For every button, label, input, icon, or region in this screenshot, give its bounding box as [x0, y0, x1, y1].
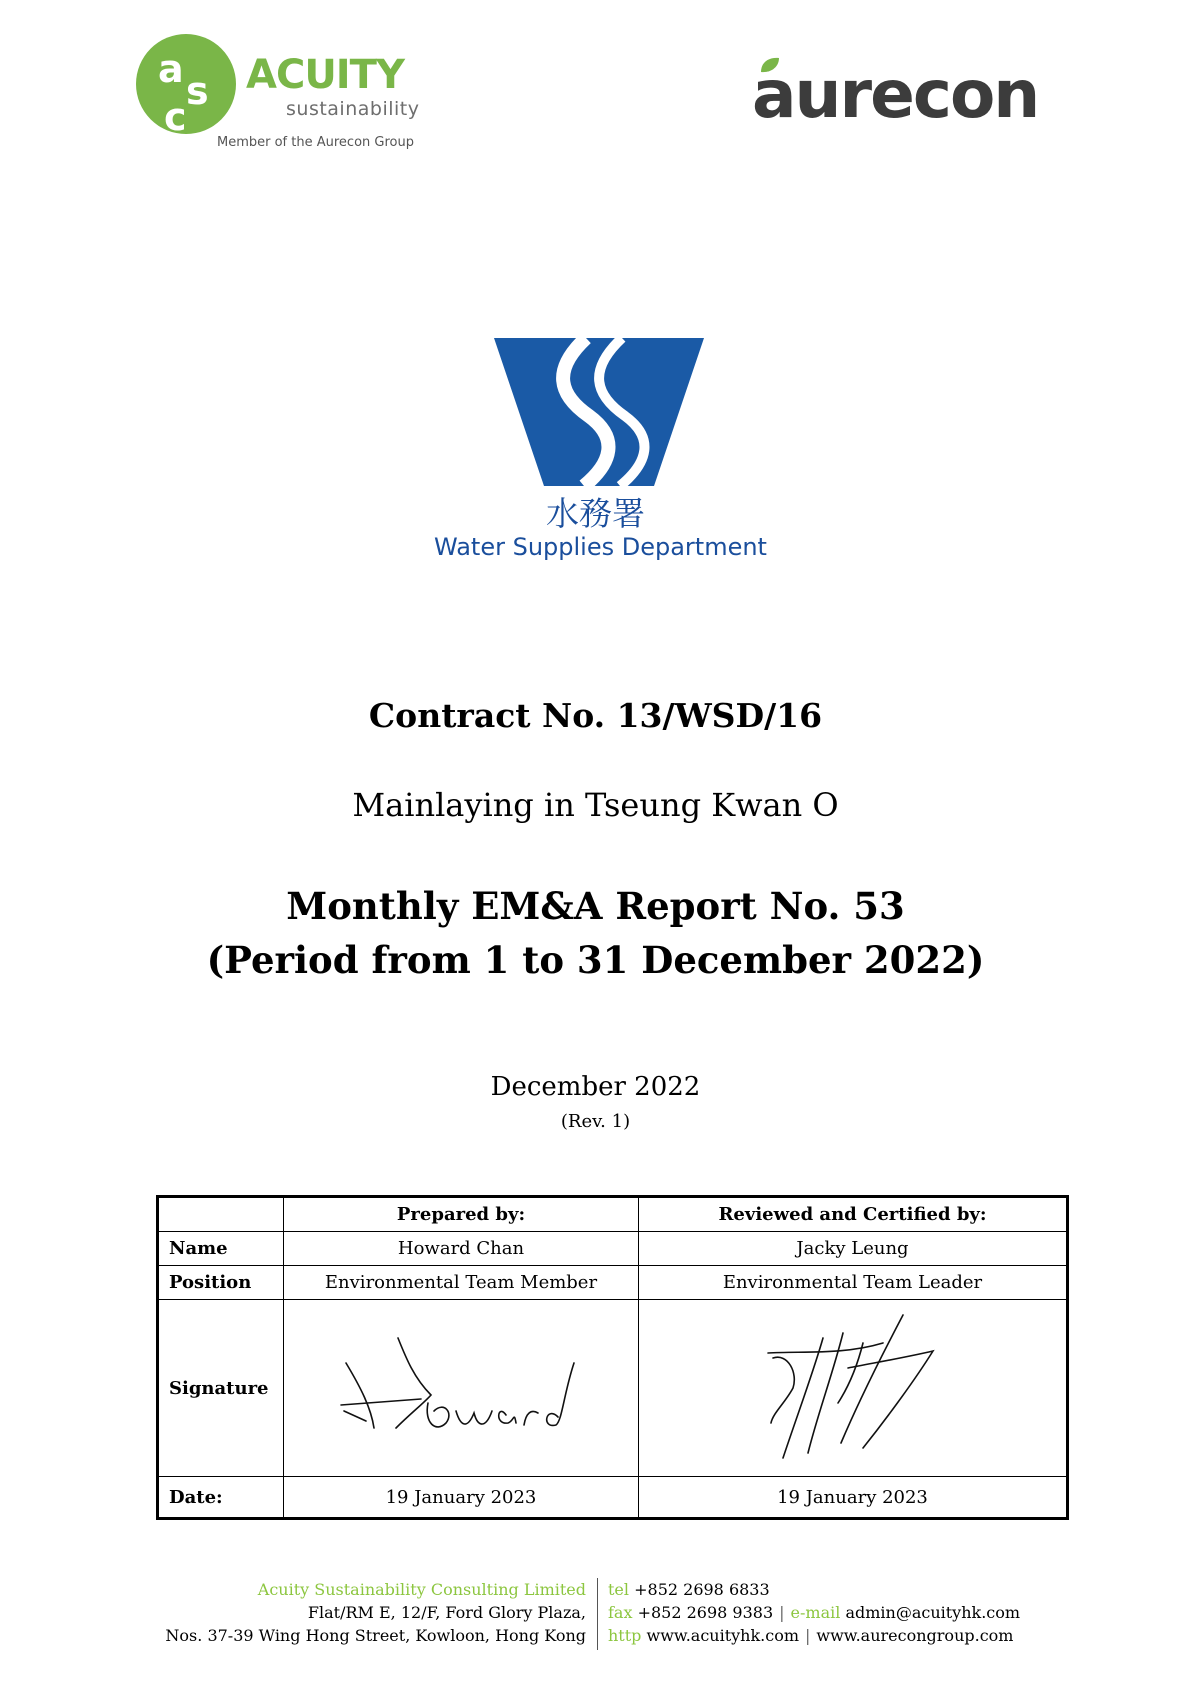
footer-fax-line — [608, 1601, 1020, 1624]
table-header-row — [158, 1197, 1068, 1232]
footer-tel-line — [608, 1578, 1020, 1601]
contract-number: Contract No. 13/WSD/16 — [368, 696, 823, 735]
table-row-name — [158, 1232, 1068, 1266]
acuity-wordmark: ACUITY — [246, 52, 404, 98]
header-empty-cell — [158, 1197, 284, 1232]
table-row-position — [158, 1266, 1068, 1300]
reviewer-name: Jacky Leung — [639, 1232, 1068, 1266]
preparer-position: Environmental Team Member — [284, 1266, 639, 1300]
separator: | — [779, 1603, 785, 1622]
handwritten-signature-jacky — [763, 1313, 943, 1463]
handwritten-signature-howard — [336, 1333, 586, 1443]
acuity-subtitle: sustainability — [286, 98, 420, 120]
svg-text:c: c — [164, 95, 187, 139]
report-date: December 2022 — [490, 1072, 701, 1102]
wsd-logo-mark-icon — [494, 338, 704, 486]
tel-number: +852 2698 6833 — [634, 1580, 770, 1599]
signature-table — [156, 1195, 1069, 1520]
signature-label: Signature — [158, 1300, 284, 1477]
date-label: Date: — [158, 1477, 284, 1519]
footer-company-name: Acuity Sustainability Consulting Limited — [257, 1580, 586, 1599]
reviewer-position: Environmental Team Leader — [639, 1266, 1068, 1300]
website-acuity[interactable]: www.acuityhk.com — [646, 1626, 800, 1645]
footer-web-line — [608, 1624, 1020, 1647]
report-period: (Period from 1 to 31 December 2022) — [206, 938, 985, 982]
preparer-name: Howard Chan — [284, 1232, 639, 1266]
header-prepared-by: Prepared by: — [284, 1197, 639, 1232]
footer-address-block — [150, 1578, 586, 1647]
fax-number: +852 2698 9383 — [637, 1603, 774, 1622]
table-row-date — [158, 1477, 1068, 1519]
preparer-signature — [284, 1300, 639, 1477]
wsd-chinese-name: 水務署 — [546, 494, 645, 533]
aurecon-wordmark: aurecon — [752, 56, 1039, 133]
report-revision: (Rev. 1) — [560, 1111, 631, 1132]
footer-divider — [597, 1578, 598, 1650]
email-address[interactable]: admin@acuityhk.com — [845, 1603, 1021, 1622]
position-label: Position — [158, 1266, 284, 1300]
fax-label: fax — [608, 1603, 633, 1622]
reviewer-signature — [639, 1300, 1068, 1477]
reviewer-date: 19 January 2023 — [639, 1477, 1068, 1519]
email-label: e-mail — [790, 1603, 841, 1622]
footer-address-line-2: Nos. 37-39 Wing Hong Street, Kowloon, Hong Kong — [165, 1626, 586, 1645]
preparer-date: 19 January 2023 — [284, 1477, 639, 1519]
footer-contact-block — [608, 1578, 1020, 1647]
table-row-signature — [158, 1300, 1068, 1477]
website-aurecon[interactable]: www.aurecongroup.com — [816, 1626, 1014, 1645]
name-label: Name — [158, 1232, 284, 1266]
footer-address-line-1: Flat/RM E, 12/F, Ford Glory Plaza, — [307, 1603, 586, 1622]
svg-text:s: s — [186, 69, 209, 113]
acuity-circle-mark-icon — [136, 34, 246, 144]
http-label: http — [608, 1626, 642, 1645]
wsd-english-name: Water Supplies Department — [434, 533, 767, 561]
project-name: Mainlaying in Tseung Kwan O — [352, 786, 839, 824]
report-title: Monthly EM&A Report No. 53 — [286, 884, 905, 928]
separator: | — [805, 1626, 811, 1645]
acuity-member-line: Member of the Aurecon Group — [217, 135, 414, 150]
header-reviewed-by: Reviewed and Certified by: — [639, 1197, 1068, 1232]
svg-text:a: a — [158, 47, 184, 91]
tel-label: tel — [608, 1580, 630, 1599]
